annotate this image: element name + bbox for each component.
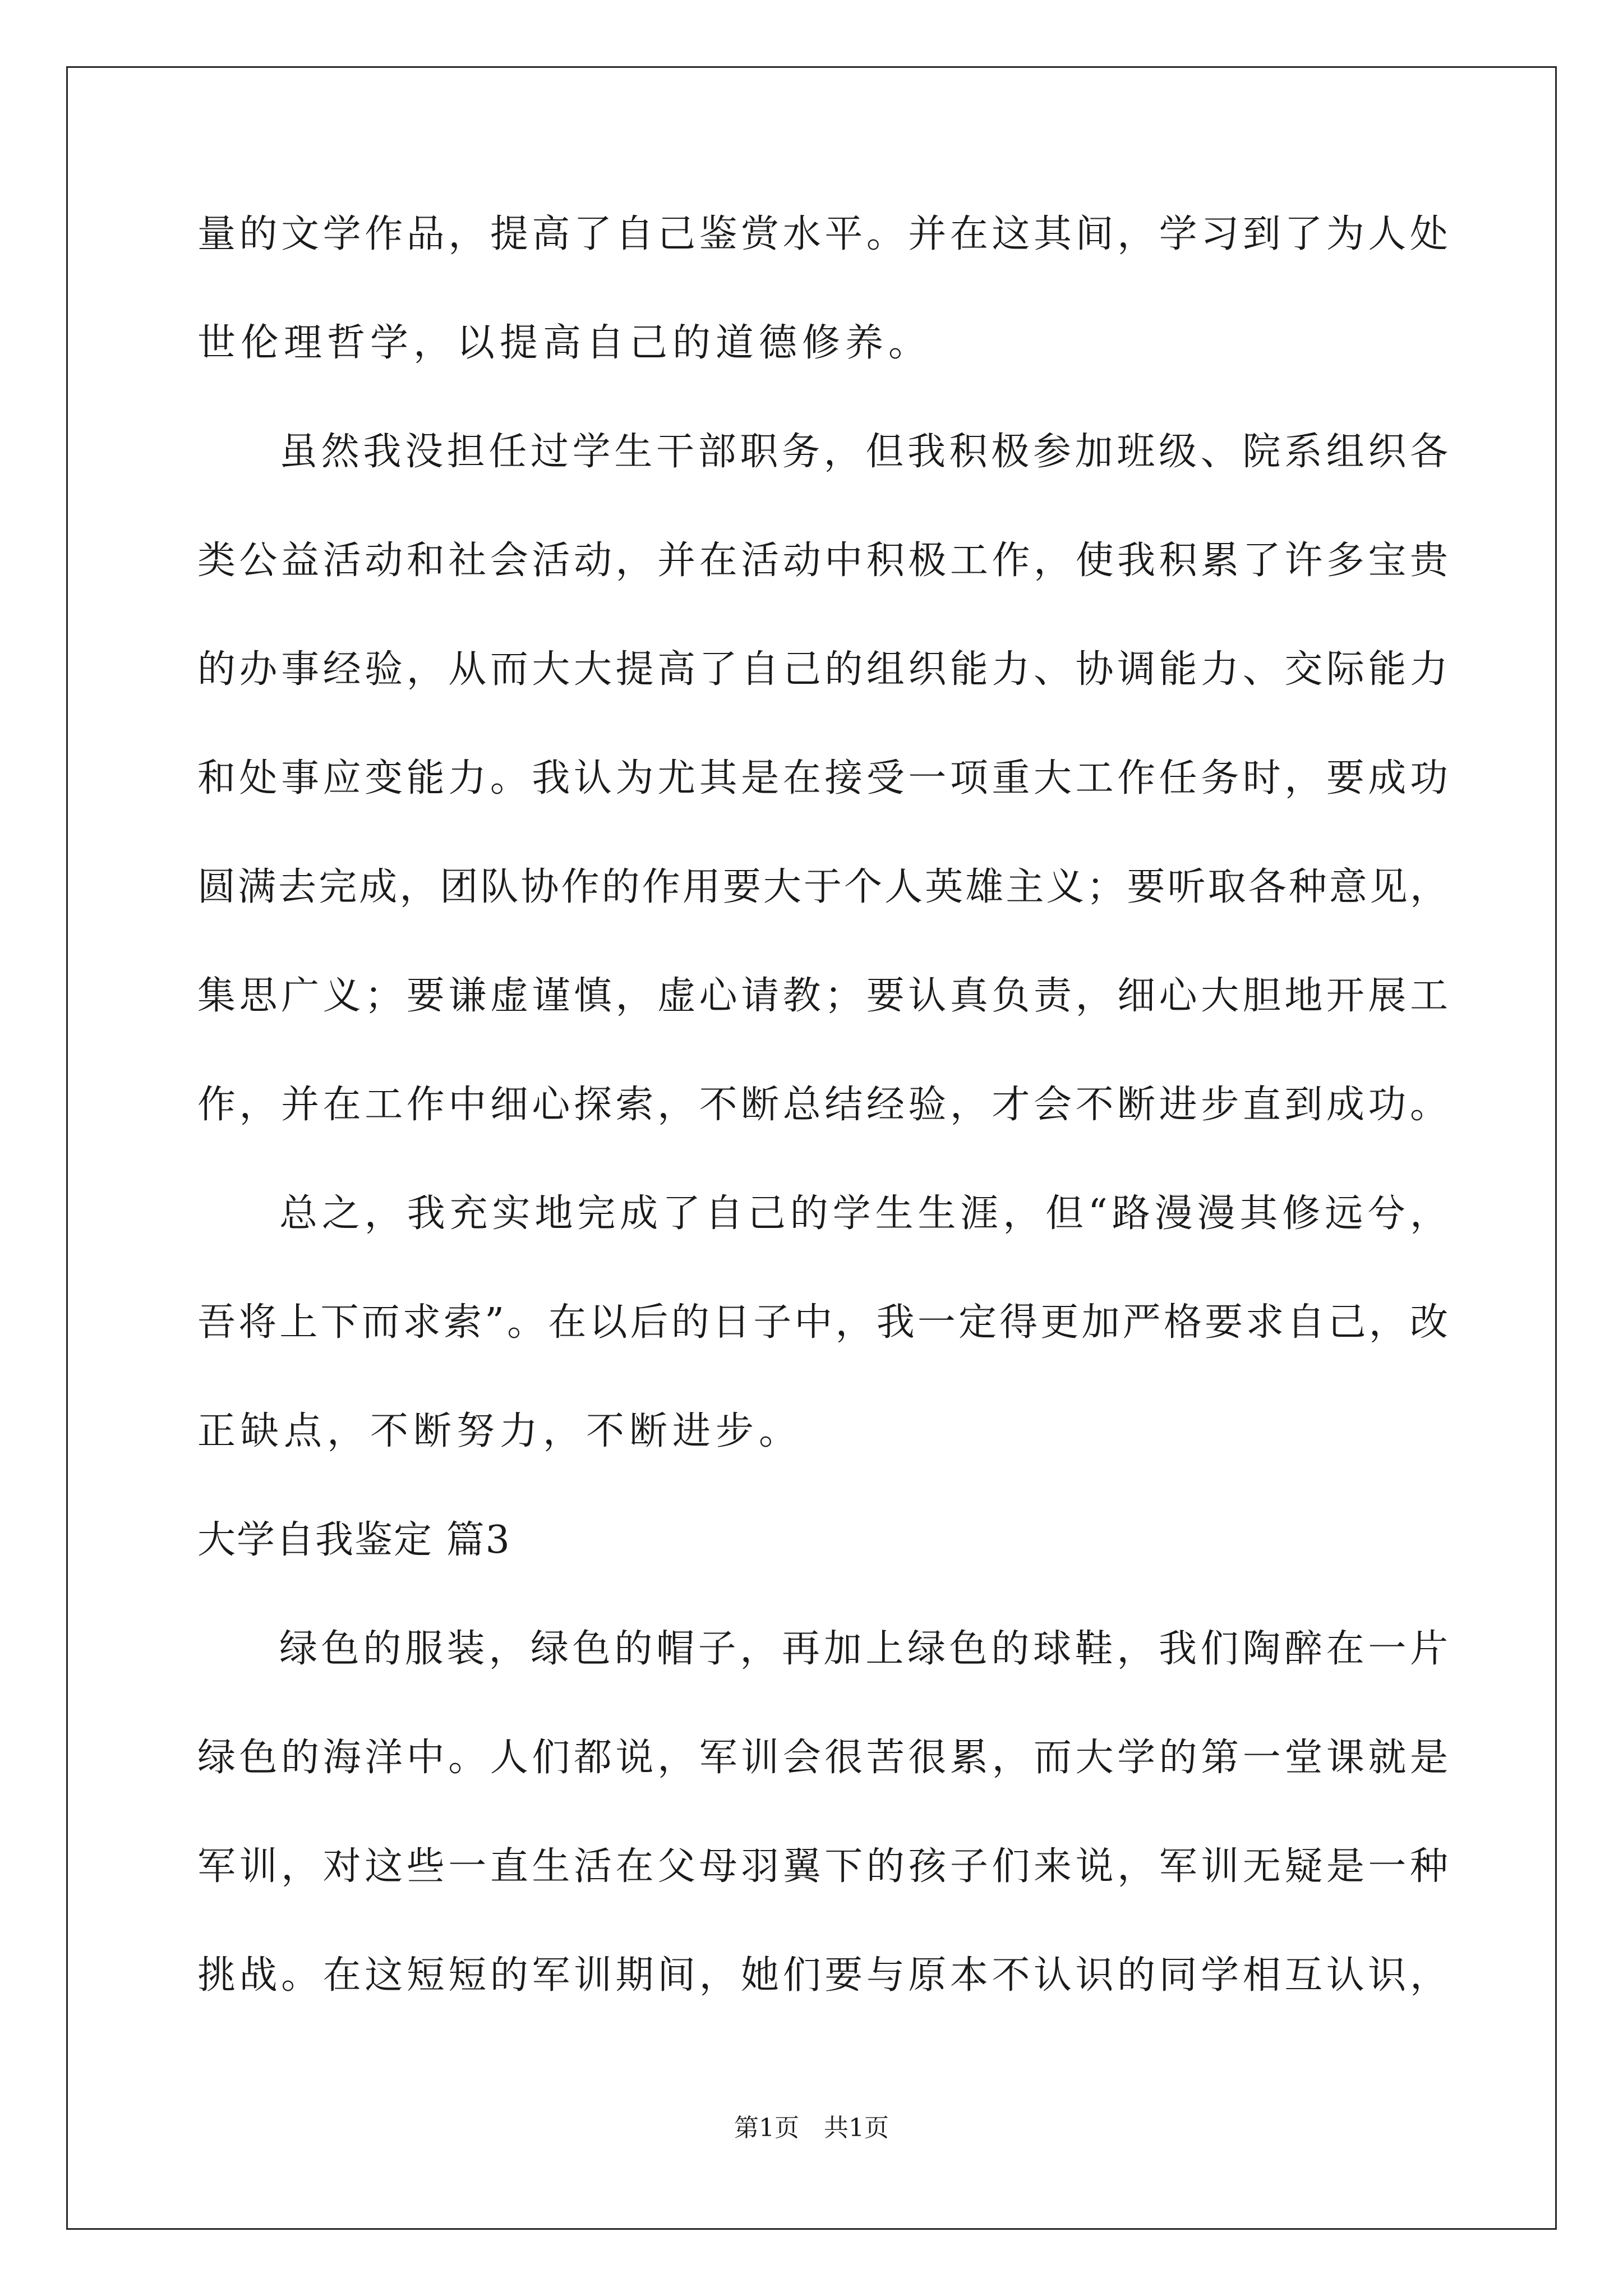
text-line: 的办事经验，从而大大提高了自己的组织能力、协调能力、交际能力 bbox=[197, 647, 1448, 692]
text-line: 量的文学作品，提高了自己鉴赏水平。并在这其间，学习到了为人处 bbox=[197, 212, 1448, 256]
section-heading: 大学自我鉴定 篇3 bbox=[197, 1518, 511, 1562]
paragraph-first-line: 虽然我没担任过学生干部职务，但我积极参加班级、院系组织各 bbox=[279, 430, 1448, 474]
page-footer bbox=[0, 2111, 1623, 2145]
paragraph-first-line: 绿色的服装，绿色的帽子，再加上绿色的球鞋，我们陶醉在一片 bbox=[279, 1627, 1448, 1671]
page-number: 第1页 bbox=[734, 2114, 799, 2142]
text-line: 正缺点，不断努力，不断进步。 bbox=[197, 1409, 803, 1453]
text-line: 集思广义；要谦虚谨慎，虚心请教；要认真负责，细心大胆地开展工 bbox=[197, 974, 1448, 1018]
text-line: 军训，对这些一直生活在父母羽翼下的孩子们来说，军训无疑是一种 bbox=[197, 1844, 1448, 1889]
text-line: 世伦理哲学，以提高自己的道德修养。 bbox=[197, 321, 932, 365]
page-total: 共1页 bbox=[824, 2114, 889, 2142]
document-body bbox=[197, 208, 1448, 2058]
text-line: 作，并在工作中细心探索，不断总结经验，才会不断进步直到成功。 bbox=[197, 1083, 1448, 1127]
paragraph-first-line: 总之，我充实地完成了自己的学生生涯，但“路漫漫其修远兮， bbox=[279, 1191, 1448, 1236]
text-line: 吾将上下而求索”。在以后的日子中，我一定得更加严格要求自己，改 bbox=[197, 1300, 1448, 1345]
text-line: 和处事应变能力。我认为尤其是在接受一项重大工作任务时，要成功 bbox=[197, 756, 1448, 800]
text-line: 绿色的海洋中。人们都说，军训会很苦很累，而大学的第一堂课就是 bbox=[197, 1736, 1448, 1780]
text-line: 挑战。在这短短的军训期间，她们要与原本不认识的同学相互认识， bbox=[197, 1953, 1448, 1998]
text-line: 类公益活动和社会活动，并在活动中积极工作，使我积累了许多宝贵 bbox=[197, 539, 1448, 583]
text-line: 圆满去完成，团队协作的作用要大于个人英雄主义；要听取各种意见， bbox=[197, 865, 1448, 909]
